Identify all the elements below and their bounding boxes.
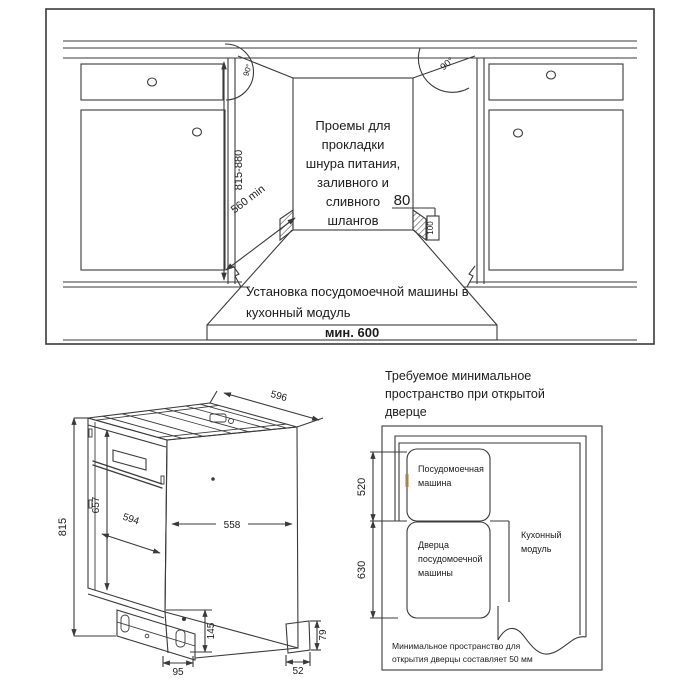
right-drawer-knob-icon [547,71,556,79]
clearance-note: открытия дверцы составляет 50 мм [392,654,533,664]
dim-630-label: 630 [356,560,368,580]
svg-text:пространство при открытой: пространство при открытой [385,387,545,401]
dishwasher-body [88,403,310,660]
door-label: посудомоечной [418,554,483,564]
dim-520-label: 520 [356,477,368,497]
left-drawer-knob-icon [148,78,157,86]
installation-diagram [45,8,655,345]
right-drawer [489,64,623,100]
angle-left-label: 90° [241,63,254,78]
dim-95-label: 95 [172,667,184,678]
clearance-note: Минимальное пространство для [392,641,521,651]
door-label: машины [418,568,453,578]
install-text: Установка посудомоечной машины в [246,284,469,299]
outer-boundary [382,426,602,670]
dim-596-label: 596 [269,389,289,405]
dim-depth-label: 560 min [228,183,268,217]
break-mark [233,266,241,287]
dim-594-line [102,534,160,553]
right-cabinet [463,58,637,287]
hatched-wall-section-right [413,210,426,240]
dim-657-label: 657 [91,496,102,514]
clearance-labels [356,464,562,664]
bracket-hole [183,618,186,621]
dim-815-label: 815 [57,517,69,537]
dishwasher-label: машина [418,478,452,488]
iso-labels [57,389,329,678]
niche-text: заливного и [317,175,389,190]
screw-dot [212,478,214,480]
bracket-slot [176,630,185,647]
door-handle [93,465,162,488]
dim-558-label: 558 [223,520,241,531]
hinge-mark [161,476,164,484]
dimensions-diagram [50,372,350,690]
module-label: Кухонный [521,530,562,540]
svg-text:дверце: дверце [385,405,427,419]
dim-depth-line [226,218,295,270]
right-door [489,110,623,270]
dim-145-label: 145 [206,622,217,640]
dim-594-label: 594 [121,511,141,528]
countertop [63,41,637,58]
dim-width-label: мин. 600 [324,325,380,340]
left-cabinet [63,58,250,287]
left-door-knob-icon [193,128,202,136]
door-clearance-diagram [358,360,700,692]
dim-opening-height-label: 100 [426,221,435,235]
left-door [81,110,225,270]
hinge-mark [89,429,92,437]
door-label: Дверца [418,540,449,550]
inlet-detail [229,419,234,424]
side-face [165,427,298,648]
dim-79-label: 79 [318,629,329,641]
niche-text: прокладки [321,137,385,152]
right-door-knob-icon [514,129,523,137]
clearance-plan [370,426,602,670]
install-text: кухонный модуль [246,305,351,320]
bracket-hole [145,634,149,638]
scan-artifact [406,474,409,487]
clearance-title [385,369,545,419]
dim-52-label: 52 [292,666,304,677]
svg-text:Требуемое минимальное: Требуемое минимальное [385,369,532,383]
angle-right-label: 90° [438,55,457,73]
labels [229,55,469,340]
dim-opening-width-label: 80 [393,192,411,209]
module-label: модуль [521,544,552,554]
control-panel [113,450,146,470]
dim-height-label: 815-880 [233,149,245,191]
niche-text: Проемы для [315,118,391,133]
left-drawer [81,64,223,100]
niche-text: шлангов [327,213,379,228]
niche-text: шнура питания, [305,156,401,171]
dishwasher-label: Посудомоечная [418,464,484,474]
niche-text: сливного [325,194,381,209]
